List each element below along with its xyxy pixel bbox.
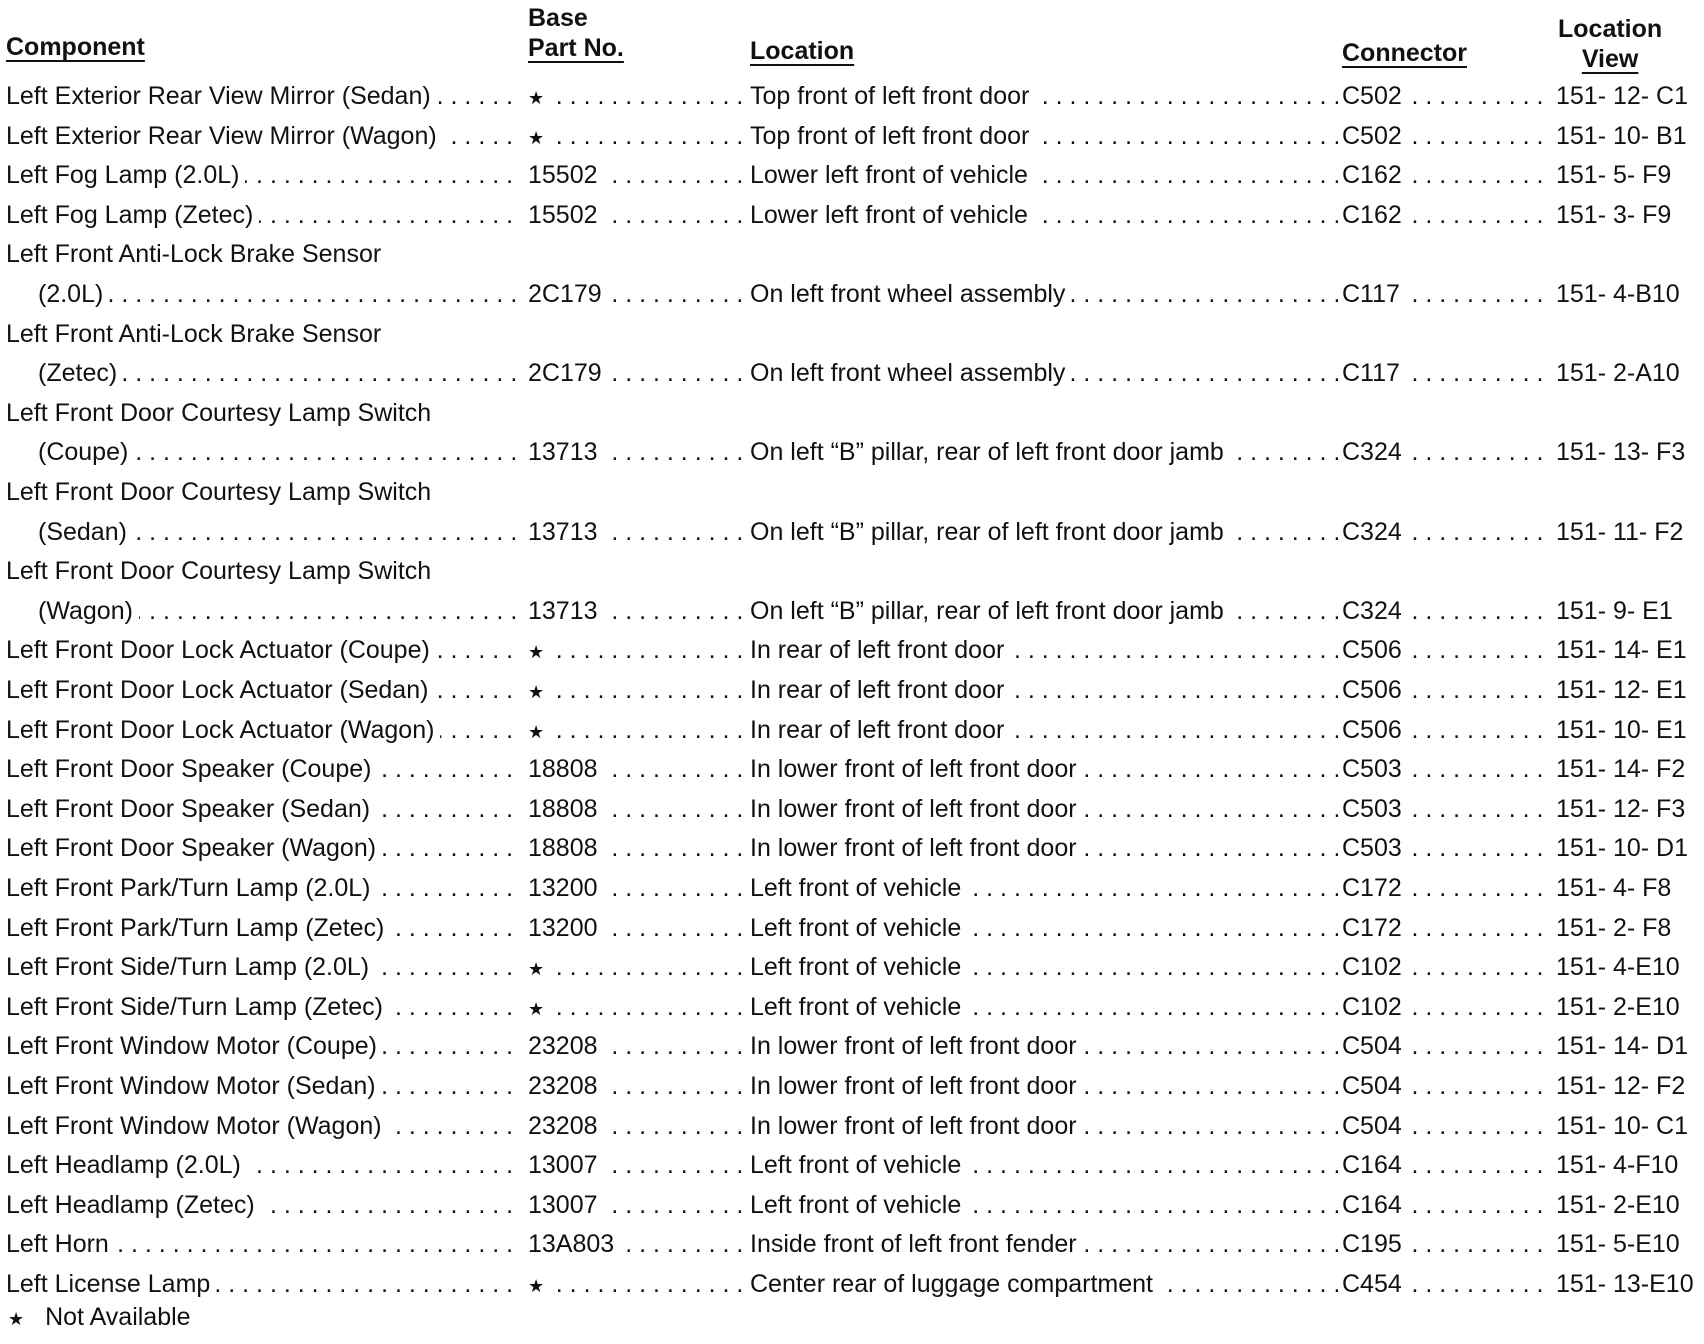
location-view xyxy=(1556,1147,1704,1183)
header-location-label: Location xyxy=(750,37,855,65)
location-view xyxy=(1556,989,1704,1025)
connector-text: C172 xyxy=(1342,914,1408,942)
component-name-line1-text: Left Front Anti-Lock Brake Sensor xyxy=(6,319,382,348)
connector-text: C324 xyxy=(1342,438,1408,466)
location-text: In lower front of left front door xyxy=(750,795,1083,823)
location-view xyxy=(1556,118,1704,154)
location-text: Lower left front of vehicle xyxy=(750,161,1034,189)
component-name xyxy=(6,672,520,708)
component-name-text: Left Front Door Lock Actuator (Sedan) xyxy=(6,676,434,704)
component-name-text: (Zetec) xyxy=(38,359,123,387)
location-view xyxy=(1556,712,1704,748)
location-view xyxy=(1556,355,1704,391)
location xyxy=(750,712,1338,748)
base-part-number xyxy=(528,157,744,193)
base-part-number xyxy=(528,276,744,312)
footnote xyxy=(8,1299,191,1337)
base-part-number-text: 18808 xyxy=(528,795,604,823)
location-text: Top front of left front door xyxy=(750,122,1035,150)
connector xyxy=(1342,632,1552,668)
connector-text: C506 xyxy=(1342,716,1408,744)
connector xyxy=(1342,910,1552,946)
base-part-number-text: 13200 xyxy=(528,874,604,902)
component-name-text: Left Front Park/Turn Lamp (Zetec) xyxy=(6,914,390,942)
connector-text: C506 xyxy=(1342,636,1408,664)
header-base-part-top: Base xyxy=(528,4,588,32)
base-part-number xyxy=(528,1187,744,1223)
header-base-part-bottom: Part No. xyxy=(528,34,624,62)
location-view xyxy=(1556,434,1704,470)
connector xyxy=(1342,1028,1552,1064)
component-name xyxy=(38,355,520,391)
component-name-text: Left Front Door Speaker (Wagon) xyxy=(6,834,382,862)
location xyxy=(750,276,1338,312)
location xyxy=(750,672,1338,708)
connector xyxy=(1342,1226,1552,1262)
location-text: In lower front of left front door xyxy=(750,1112,1083,1140)
component-name-text: (Wagon) xyxy=(38,597,139,625)
location xyxy=(750,1068,1338,1104)
component-name-text: (Sedan) xyxy=(38,518,133,546)
location xyxy=(750,514,1338,550)
location-view xyxy=(1556,751,1704,787)
component-name-line1-text: Left Front Door Courtesy Lamp Switch xyxy=(6,557,432,586)
part-not-available-icon-text: ★ xyxy=(528,642,550,662)
location xyxy=(750,355,1338,391)
component-name-text: Left Front Window Motor (Wagon) xyxy=(6,1112,388,1140)
connector xyxy=(1342,751,1552,787)
part-not-available-icon xyxy=(528,712,744,748)
component-name xyxy=(6,1187,520,1223)
location-view xyxy=(1556,791,1704,827)
connector xyxy=(1342,791,1552,827)
base-part-number xyxy=(528,1108,744,1144)
component-name-text: Left License Lamp xyxy=(6,1270,216,1298)
component-name xyxy=(6,1108,520,1144)
part-not-available-icon xyxy=(528,78,744,114)
component-name xyxy=(6,910,520,946)
connector xyxy=(1342,989,1552,1025)
location-text: Left front of vehicle xyxy=(750,1191,967,1219)
location-view-text: 151- 4- F8 xyxy=(1556,874,1672,902)
component-name-text: Left Front Door Speaker (Sedan) xyxy=(6,795,376,823)
component-name-text: Left Headlamp (2.0L) xyxy=(6,1151,247,1179)
location-view xyxy=(1556,672,1704,708)
base-part-number xyxy=(528,355,744,391)
base-part-number-text: 23208 xyxy=(528,1032,604,1060)
connector xyxy=(1342,593,1552,629)
base-part-number-text: 18808 xyxy=(528,755,604,783)
component-name xyxy=(6,1147,520,1183)
location-text: Left front of vehicle xyxy=(750,874,967,902)
part-not-available-icon xyxy=(528,672,744,708)
component-name-text: Left Fog Lamp (Zetec) xyxy=(6,201,259,229)
connector xyxy=(1342,830,1552,866)
header-connector-label: Connector xyxy=(1342,39,1467,67)
component-name xyxy=(6,1226,520,1262)
location-text: In rear of left front door xyxy=(750,676,1010,704)
component-name xyxy=(6,197,520,233)
base-part-number-text: 18808 xyxy=(528,834,604,862)
connector-text: C502 xyxy=(1342,122,1408,150)
connector-text: C324 xyxy=(1342,597,1408,625)
location-text: In lower front of left front door xyxy=(750,834,1083,862)
location-view-text: 151- 13- F3 xyxy=(1556,438,1686,467)
component-name-text: Left Front Door Lock Actuator (Coupe) xyxy=(6,636,436,664)
location-view-text: 151- 4-E10 xyxy=(1556,953,1680,982)
location-view xyxy=(1556,1226,1704,1262)
location-text: On left “B” pillar, rear of left front door jamb xyxy=(750,518,1230,546)
connector xyxy=(1342,118,1552,154)
location-view-text: 151- 11- F2 xyxy=(1556,517,1684,546)
location-text: In lower front of left front door xyxy=(750,755,1083,783)
component-name-line1-text: Left Front Anti-Lock Brake Sensor xyxy=(6,240,382,269)
connector-text: C504 xyxy=(1342,1072,1408,1100)
location xyxy=(750,830,1338,866)
location-view xyxy=(1556,1187,1704,1223)
location-view-text: 151- 3- F9 xyxy=(1556,200,1672,229)
location-view-text: 151- 10- D1 xyxy=(1556,834,1689,863)
location-view-text: 151- 2-E10 xyxy=(1556,992,1680,1021)
component-name xyxy=(6,78,520,114)
connector-text: C162 xyxy=(1342,201,1408,229)
location-view xyxy=(1556,1068,1704,1104)
location xyxy=(750,1187,1338,1223)
location-view xyxy=(1556,197,1704,233)
header-location-view-top: Location xyxy=(1558,15,1663,43)
location-text: Lower left front of vehicle xyxy=(750,201,1034,229)
component-name-text: Left Front Window Motor (Sedan) xyxy=(6,1072,382,1100)
connector-text: C162 xyxy=(1342,161,1408,189)
location xyxy=(750,434,1338,470)
connector-text: C102 xyxy=(1342,993,1408,1021)
part-not-available-icon-text: ★ xyxy=(528,959,550,979)
connector-text: C504 xyxy=(1342,1032,1408,1060)
location xyxy=(750,751,1338,787)
base-part-number-text: 13713 xyxy=(528,518,604,546)
connector xyxy=(1342,1108,1552,1144)
location-view xyxy=(1556,514,1704,550)
base-part-number-text: 15502 xyxy=(528,161,604,189)
location-view xyxy=(1556,157,1704,193)
base-part-number xyxy=(528,830,744,866)
component-name xyxy=(6,712,520,748)
component-name-text: Left Front Park/Turn Lamp (2.0L) xyxy=(6,874,377,902)
location-view-text: 151- 12- C1 xyxy=(1556,82,1689,110)
base-part-number-text: 13713 xyxy=(528,438,604,466)
location-view xyxy=(1556,1028,1704,1064)
part-not-available-icon xyxy=(528,118,744,154)
base-part-number xyxy=(528,791,744,827)
location-view xyxy=(1556,276,1704,312)
location-text: On left front wheel assembly xyxy=(750,280,1071,308)
connector-text: C504 xyxy=(1342,1112,1408,1140)
component-name-line1-text: Left Front Door Courtesy Lamp Switch xyxy=(6,478,432,506)
component-name-text: Left Fog Lamp (2.0L) xyxy=(6,161,245,189)
connector xyxy=(1342,157,1552,193)
location xyxy=(750,593,1338,629)
connector xyxy=(1342,949,1552,985)
part-not-available-icon xyxy=(528,632,744,668)
part-not-available-icon-text: ★ xyxy=(528,722,550,742)
base-part-number-text: 2C179 xyxy=(528,359,608,387)
component-name-line1 xyxy=(6,316,520,352)
connector xyxy=(1342,712,1552,748)
base-part-number xyxy=(528,751,744,787)
connector xyxy=(1342,870,1552,906)
component-name xyxy=(6,1266,520,1302)
location-text: Left front of vehicle xyxy=(750,953,967,981)
part-not-available-icon xyxy=(528,949,744,985)
part-not-available-icon-text: ★ xyxy=(528,682,550,702)
location-text: Inside front of left front fender xyxy=(750,1230,1083,1258)
location-view-text: 151- 12- E1 xyxy=(1556,676,1687,704)
connector-text: C503 xyxy=(1342,755,1408,783)
location-view-text: 151- 4-B10 xyxy=(1556,280,1680,308)
base-part-number-text: 15502 xyxy=(528,201,604,229)
location-view-text: 151- 9- E1 xyxy=(1556,596,1673,625)
location-text: In lower front of left front door xyxy=(750,1072,1083,1100)
part-not-available-icon-text: ★ xyxy=(528,999,550,1019)
base-part-number xyxy=(528,197,744,233)
location-view xyxy=(1556,949,1704,985)
location-view-text: 151- 4-F10 xyxy=(1556,1151,1679,1180)
location-view-text: 151- 10- B1 xyxy=(1556,121,1687,150)
connector-text: C502 xyxy=(1342,82,1408,110)
location-view xyxy=(1556,632,1704,668)
location-view-text: 151- 14- D1 xyxy=(1556,1032,1689,1061)
component-name xyxy=(6,1068,520,1104)
location-view xyxy=(1556,910,1704,946)
location-text: Top front of left front door xyxy=(750,82,1035,110)
location-view-text: 151- 2-E10 xyxy=(1556,1190,1680,1219)
location-text: Center rear of luggage compartment xyxy=(750,1270,1159,1298)
component-name-line1 xyxy=(6,553,520,589)
location-view xyxy=(1556,593,1704,629)
header-component-label: Component xyxy=(6,33,145,61)
component-name xyxy=(38,434,520,470)
location xyxy=(750,791,1338,827)
location-view-text: 151- 12- F2 xyxy=(1556,1072,1686,1100)
component-name xyxy=(38,276,520,312)
connector xyxy=(1342,78,1552,114)
location xyxy=(750,632,1338,668)
base-part-number xyxy=(528,910,744,946)
component-name-text: Left Exterior Rear View Mirror (Wagon) xyxy=(6,122,443,150)
component-name-text: Left Front Side/Turn Lamp (2.0L) xyxy=(6,953,375,981)
connector-text: C324 xyxy=(1342,518,1408,546)
location xyxy=(750,1028,1338,1064)
location-text: Left front of vehicle xyxy=(750,1151,967,1179)
footnote-star-icon: ★ xyxy=(8,1309,25,1329)
base-part-number xyxy=(528,1068,744,1104)
location-view xyxy=(1556,870,1704,906)
location-view-text: 151- 5-E10 xyxy=(1556,1230,1680,1259)
footnote-text: Not Available xyxy=(45,1303,191,1331)
location-view-text: 151- 10- E1 xyxy=(1556,715,1687,744)
header-location-view-bottom: View xyxy=(1581,45,1639,73)
component-name-text: Left Front Door Lock Actuator (Wagon) xyxy=(6,716,440,744)
component-name xyxy=(6,791,520,827)
location-view xyxy=(1556,1266,1704,1302)
connector-text: C117 xyxy=(1342,359,1406,387)
connector xyxy=(1342,1187,1552,1223)
location-text: In lower front of left front door xyxy=(750,1032,1083,1060)
location-view-text: 151- 14- F2 xyxy=(1556,755,1686,784)
connector xyxy=(1342,1147,1552,1183)
component-name-line1-text: Left Front Door Courtesy Lamp Switch xyxy=(6,398,432,427)
base-part-number-text: 13A803 xyxy=(528,1230,620,1258)
location-view xyxy=(1556,830,1704,866)
location-view-text: 151- 13-E10 xyxy=(1556,1270,1694,1298)
location-text: In rear of left front door xyxy=(750,716,1010,744)
location xyxy=(750,157,1338,193)
connector xyxy=(1342,672,1552,708)
connector xyxy=(1342,434,1552,470)
part-not-available-icon xyxy=(528,1266,744,1302)
location-text: On left front wheel assembly xyxy=(750,359,1071,387)
connector xyxy=(1342,514,1552,550)
location xyxy=(750,870,1338,906)
location xyxy=(750,949,1338,985)
connector-text: C164 xyxy=(1342,1191,1408,1219)
component-name-text: (2.0L) xyxy=(38,280,109,308)
connector-text: C164 xyxy=(1342,1151,1408,1179)
component-name xyxy=(6,989,520,1025)
base-part-number-text: 2C179 xyxy=(528,280,608,308)
location xyxy=(750,118,1338,154)
component-name xyxy=(6,949,520,985)
location xyxy=(750,197,1338,233)
base-part-number xyxy=(528,1028,744,1064)
part-not-available-icon-text: ★ xyxy=(528,1276,550,1296)
component-name xyxy=(6,1028,520,1064)
component-name-text: Left Front Door Speaker (Coupe) xyxy=(6,755,377,783)
base-part-number xyxy=(528,514,744,550)
connector-text: C503 xyxy=(1342,795,1408,823)
location-text: On left “B” pillar, rear of left front door jamb xyxy=(750,597,1230,625)
base-part-number-text: 13200 xyxy=(528,914,604,942)
base-part-number xyxy=(528,593,744,629)
location-view-text: 151- 2-A10 xyxy=(1556,359,1680,388)
location xyxy=(750,78,1338,114)
component-name-text: Left Horn xyxy=(6,1230,115,1258)
component-name xyxy=(38,593,520,629)
location-text: In rear of left front door xyxy=(750,636,1010,664)
connector-text: C503 xyxy=(1342,834,1408,862)
connector-text: C172 xyxy=(1342,874,1408,902)
location-view-text: 151- 5- F9 xyxy=(1556,161,1672,190)
component-name-line1 xyxy=(6,474,520,510)
base-part-number-text: 13007 xyxy=(528,1191,604,1219)
component-name-text: Left Exterior Rear View Mirror (Sedan) xyxy=(6,82,437,110)
connector-text: C117 xyxy=(1342,280,1406,308)
connector xyxy=(1342,1266,1552,1302)
location-view xyxy=(1556,1108,1704,1144)
location xyxy=(750,910,1338,946)
location-view-text: 151- 14- E1 xyxy=(1556,636,1687,665)
location xyxy=(750,1266,1338,1302)
component-name-text: (Coupe) xyxy=(38,438,134,466)
component-name xyxy=(6,751,520,787)
location-text: Left front of vehicle xyxy=(750,993,967,1021)
connector-text: C506 xyxy=(1342,676,1408,704)
location-text: Left front of vehicle xyxy=(750,914,967,942)
component-name-line1 xyxy=(6,236,520,272)
base-part-number-text: 23208 xyxy=(528,1112,604,1140)
connector xyxy=(1342,1068,1552,1104)
component-name xyxy=(6,870,520,906)
location-view-text: 151- 2- F8 xyxy=(1556,913,1672,942)
base-part-number xyxy=(528,1147,744,1183)
location-view-text: 151- 12- F3 xyxy=(1556,794,1686,823)
location xyxy=(750,989,1338,1025)
connector xyxy=(1342,276,1552,312)
part-not-available-icon-text: ★ xyxy=(528,128,550,148)
location xyxy=(750,1108,1338,1144)
part-not-available-icon-text: ★ xyxy=(528,88,550,108)
base-part-number-text: 13713 xyxy=(528,597,604,625)
base-part-number xyxy=(528,1226,744,1262)
connector-text: C102 xyxy=(1342,953,1408,981)
component-name xyxy=(6,118,520,154)
component-name xyxy=(6,157,520,193)
base-part-number-text: 23208 xyxy=(528,1072,604,1100)
component-name-line1 xyxy=(6,395,520,431)
component-name-text: Left Front Side/Turn Lamp (Zetec) xyxy=(6,993,389,1021)
component-name xyxy=(38,514,520,550)
component-name xyxy=(6,830,520,866)
base-part-number-text: 13007 xyxy=(528,1151,604,1179)
component-name-text: Left Front Window Motor (Coupe) xyxy=(6,1032,383,1060)
location xyxy=(750,1147,1338,1183)
connector xyxy=(1342,197,1552,233)
base-part-number xyxy=(528,870,744,906)
part-not-available-icon xyxy=(528,989,744,1025)
connector-text: C195 xyxy=(1342,1230,1408,1258)
base-part-number xyxy=(528,434,744,470)
location-view-text: 151- 10- C1 xyxy=(1556,1111,1689,1140)
location-view xyxy=(1556,78,1704,114)
component-name xyxy=(6,632,520,668)
connector xyxy=(1342,355,1552,391)
component-name-text: Left Headlamp (Zetec) xyxy=(6,1191,261,1219)
connector-text: C454 xyxy=(1342,1270,1408,1298)
location-text: On left “B” pillar, rear of left front door jamb xyxy=(750,438,1230,466)
location xyxy=(750,1226,1338,1262)
